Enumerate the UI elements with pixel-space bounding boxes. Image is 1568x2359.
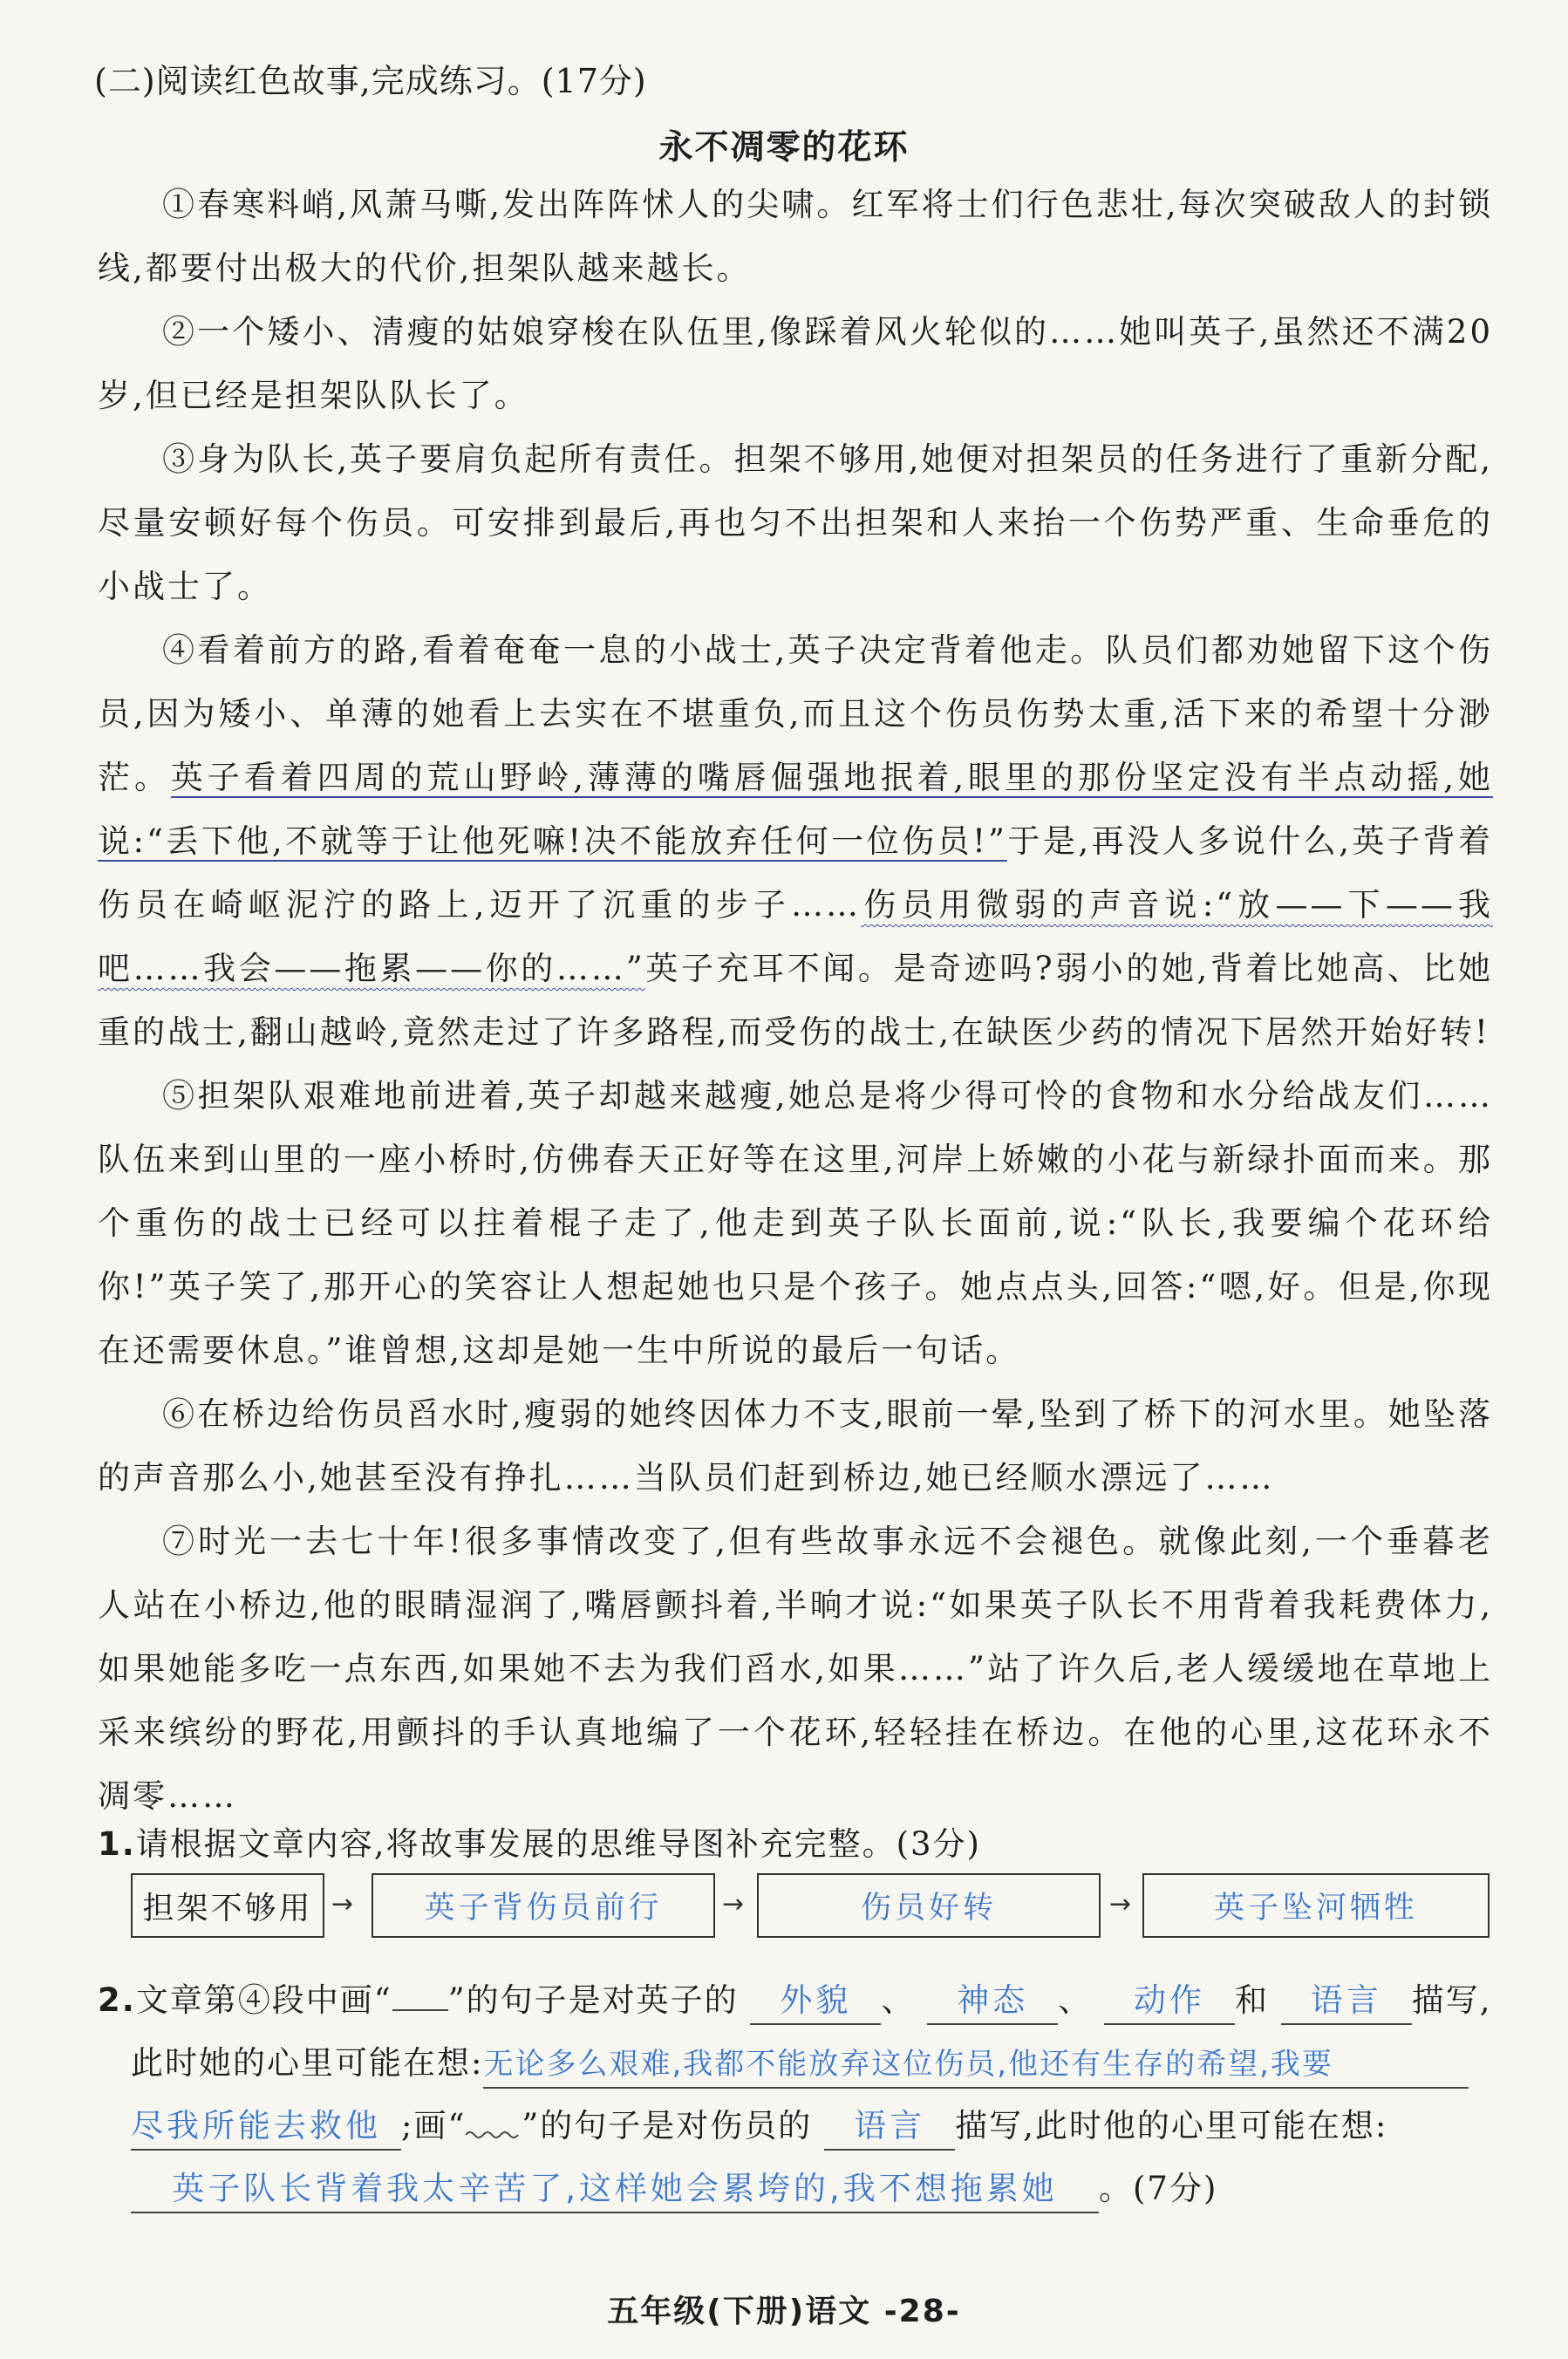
answer-heroine-thought-2[interactable]: 尽我所能去救他	[131, 2103, 401, 2151]
question-2-number: 2.	[98, 1981, 136, 2019]
question-2-line-1	[98, 1969, 1502, 2032]
paragraph-2: ②一个矮小、清瘦的姑娘穿梭在队伍里,像踩着风火轮似的……她叫英子,虽然还不满20岁,但已经是担架队队长了。	[98, 313, 1493, 414]
mind-map-box-4[interactable]: 英子坠河牺牲	[1142, 1873, 1490, 1938]
question-2-text-1: 文章第④段中画“	[135, 1981, 392, 2019]
question-2-text-2: ”的句子是对英子的	[447, 1981, 739, 2019]
paragraph-4-part-c: 英子充耳不闻。是奇迹吗?弱小的她,背着比她高、比她重的战士,翻山越岭,竟然走过了许多路程,而受伤的战士,在缺医少药的情况下居然开始好转!	[98, 950, 1493, 1051]
story-body	[98, 173, 1493, 1828]
question-1-number: 1.	[98, 1825, 136, 1863]
answer-blank-action[interactable]: 动作	[1104, 1978, 1235, 2025]
paragraph-4-part-a: ④看着前方的路,看着奄奄一息的小战士,英子决定背着他走。队员们都劝她留下这个伤员,因为矮小、单薄的她看上去实在不堪重负,而且这个伤员伤势太重,活下来的希望十分渺茫。	[98, 631, 1493, 796]
question-2-text-5: 此时她的心里可能在想:	[131, 2044, 484, 2082]
question-2-line-4	[98, 2158, 1502, 2220]
paragraph-7: ⑦时光一去七十年!很多事情改变了,但有些故事永远不会褪色。就像此刻,一个垂暮老人站在小桥边,他的眼睛湿润了,嘴唇颤抖着,半晌才说:“如果英子队长不用背着我耗费体力,如果她能多吃一点东西,如果她不去为我们舀水,如果……”站了许久后,老人缓缓地在草地上采来缤纷的野花,用颤抖的手认真地编了一个花环,轻轻挂在桥边。在他的心里,这花环永不凋零……	[98, 1523, 1493, 1815]
separator: 、	[1058, 1981, 1093, 2019]
separator: 、	[881, 1981, 916, 2019]
question-2	[98, 1969, 1502, 2220]
answer-wounded-thought[interactable]: 英子队长背着我太辛苦了,这样她会累垮的,我不想拖累她	[131, 2166, 1099, 2213]
question-1-text: 请根据文章内容,将故事发展的思维导图补充完整。(3分)	[135, 1825, 981, 1863]
mind-map	[131, 1873, 1491, 1943]
paragraph-4-part-b: 于是,再没人多说什么,英子背着伤员在崎岖泥泞的路上,迈开了沉重的步子……	[98, 822, 1493, 924]
answer-blank-language[interactable]: 语言	[1281, 1978, 1412, 2025]
story-title: 永不凋零的花环	[658, 128, 910, 167]
question-2-text-6: ;画“	[401, 2107, 467, 2144]
answer-blank-expression[interactable]: 神态	[927, 1978, 1058, 2025]
answer-heroine-thought-1[interactable]: 无论多么艰难,我都不能放弃这位伤员,他还有生存的希望,我要	[483, 2042, 1469, 2089]
arrow-icon: →	[331, 1889, 354, 1919]
question-2-line-3	[98, 2095, 1502, 2158]
paragraph-6: ⑥在桥边给伤员舀水时,瘦弱的她终因体力不支,眼前一晕,坠到了桥下的河水里。她坠落的声音那么小,她甚至没有挣扎……当队员们赶到桥边,她已经顺水漂远了……	[98, 1395, 1493, 1497]
question-2-text-4: 描写,	[1411, 1981, 1492, 2019]
underlined-sentence: 英子看着四周的荒山野岭,薄薄的嘴唇倔强地抿着,眼里的那份坚定没有半点动摇,她说:“丢下他,不就等于让他死嘛!决不能放弃任何一位伤员!”	[98, 759, 1493, 860]
question-2-text-3: 和	[1234, 1981, 1269, 2019]
question-2-line-2	[98, 2032, 1502, 2095]
section-title: (二)阅读红色故事,完成练习。(17分)	[94, 62, 647, 100]
mind-map-box-1: 担架不够用	[131, 1873, 324, 1938]
mind-map-box-2[interactable]: 英子背伤员前行	[372, 1873, 715, 1938]
paragraph-3: ③身为队长,英子要肩负起所有责任。担架不够用,她便对担架员的任务进行了重新分配,尽量安顿好每个伤员。可安排到最后,再也匀不出担架和人来抬一个伤势严重、生命垂危的小战士了。	[98, 440, 1493, 605]
paragraph-4	[98, 618, 1493, 1064]
paragraph-1: ①春寒料峭,风萧马嘶,发出阵阵怵人的尖啸。红军将士们行色悲壮,每次突破敌人的封锁线,都要付出极大的代价,担架队越来越长。	[98, 186, 1493, 287]
question-2-text-9: 。(7分)	[1099, 2170, 1218, 2207]
question-2-text-8: 描写,此时他的心里可能在想:	[955, 2107, 1388, 2144]
paragraph-5: ⑤担架队艰难地前进着,英子却越来越瘦,她总是将少得可怜的食物和水分给战友们……队伍来到山里的一座小桥时,仿佛春天正好等在这里,河岸上娇嫩的小花与新绿扑面而来。那个重伤的战士已经可以拄着棍子走了,他走到英子队长面前,说:“队长,我要编个花环给你!”英子笑了,那开心的笑容让人想起她也只是个孩子。她点点头,回答:“嗯,好。但是,你现在还需要休息。”谁曾想,这却是她一生中所说的最后一句话。	[98, 1077, 1493, 1369]
arrow-icon: →	[722, 1889, 745, 1919]
question-1	[98, 1817, 981, 1865]
question-2-text-7: ”的句子是对伤员的	[522, 2107, 813, 2144]
wavy-underline-mark	[466, 2110, 522, 2137]
wavy-underlined-sentence: 伤员用微弱的声音说:“放——下——我吧……我会——拖累——你的……”	[98, 886, 1493, 987]
straight-underline-mark	[392, 1983, 448, 2011]
page-footer: 五年级(下册)语文 -28-	[607, 2294, 961, 2329]
mind-map-box-3[interactable]: 伤员好转	[757, 1873, 1101, 1938]
answer-blank-wounded-language[interactable]: 语言	[824, 2103, 955, 2151]
answer-blank-appearance[interactable]: 外貌	[750, 1978, 881, 2025]
arrow-icon: →	[1109, 1889, 1132, 1919]
